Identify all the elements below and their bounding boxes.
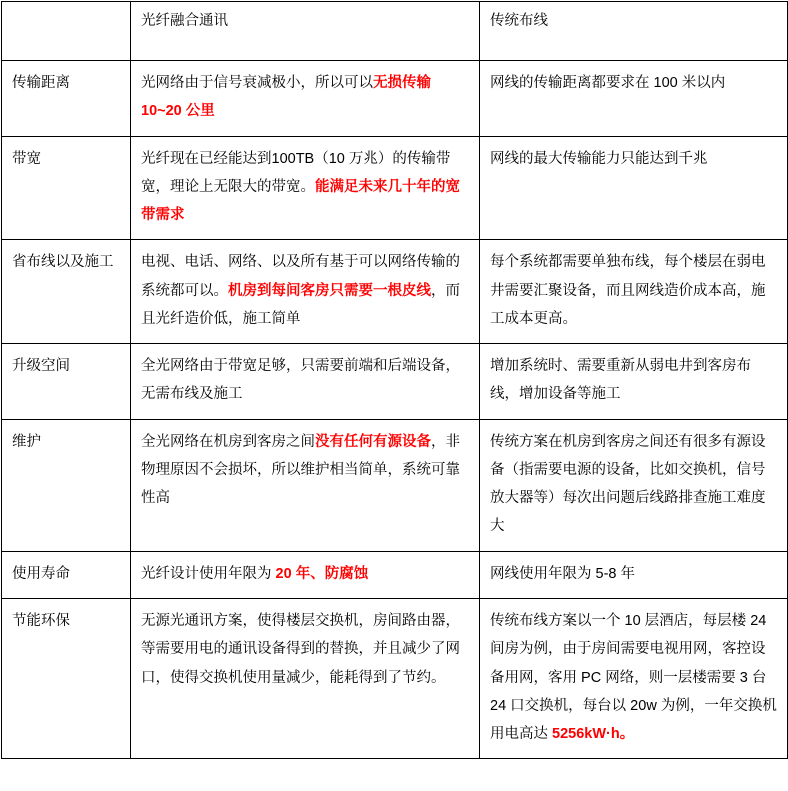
row-label: 省布线以及施工	[2, 240, 131, 344]
body-text: 传统方案在机房到客房之间还有很多有源设备（指需要电源的设备，比如交换机，信号放大器等）每次出问题后线路排查施工难度大	[490, 433, 766, 535]
row-cell-legacy	[480, 61, 788, 137]
highlighted-text: 20 年、防腐蚀	[275, 565, 369, 582]
row-cell-legacy	[480, 240, 788, 344]
body-text: 传统布线方案以一个 10 层酒店，每层楼 24 间房为例，由于房间需要电视用网，客控设备用网，客用 PC 网络，则一层楼需要 3 台 24 口交换机，每台以 20w 为例，一年交换机用电高达	[490, 612, 777, 743]
row-cell-legacy	[480, 598, 788, 758]
row-label: 节能环保	[2, 598, 131, 758]
header-cell-legacy: 传统布线	[480, 2, 788, 61]
row-cell-fiber	[131, 598, 480, 758]
body-text: 每个系统都需要单独布线，每个楼层在弱电井需要汇聚设备，而且网线造价成本高，施工成本更高。	[490, 254, 766, 327]
table-row	[2, 344, 788, 420]
row-cell-fiber	[131, 551, 480, 598]
body-text: 增加系统时、需要重新从弱电井到客房布线，增加设备等施工	[490, 358, 751, 403]
row-label: 使用寿命	[2, 551, 131, 598]
body-text: 全光网络在机房到客房之间	[141, 433, 315, 450]
body-text: ，而且光纤造价低，施工简单	[141, 282, 460, 327]
body-text: 网线的传输距离都要求在 100 米以内	[490, 75, 726, 91]
table-row	[2, 598, 788, 758]
highlighted-text: 能满足未来几十年的宽带需求	[141, 178, 460, 224]
row-cell-fiber	[131, 419, 480, 551]
highlighted-text: 5256kW·h。	[552, 726, 635, 743]
highlighted-text: 没有任何有源设备	[315, 433, 431, 450]
body-text: 光网络由于信号衰减极小，所以可以	[141, 75, 373, 91]
body-text: 光纤设计使用年限为	[141, 565, 276, 582]
table-row	[2, 240, 788, 344]
comparison-table	[1, 1, 788, 759]
body-text: 网线的最大传输能力只能达到千兆	[490, 150, 708, 167]
body-text: 光纤现在已经能达到100TB（10 万兆）的传输带宽，理论上无限大的带宽。	[141, 150, 451, 195]
row-label: 带宽	[2, 136, 131, 240]
row-cell-legacy	[480, 344, 788, 420]
row-cell-legacy	[480, 419, 788, 551]
row-label: 升级空间	[2, 344, 131, 420]
table-row	[2, 419, 788, 551]
body-text: 电视、电话、网络、以及所有基于可以网络传输的系统都可以。	[141, 254, 460, 299]
row-cell-legacy	[480, 136, 788, 240]
body-text: 全光网络由于带宽足够，只需要前端和后端设备，无需布线及施工	[141, 358, 460, 403]
table-row	[2, 551, 788, 598]
row-cell-fiber	[131, 61, 480, 137]
table-row	[2, 61, 788, 137]
header-cell-fiber: 光纤融合通讯	[131, 2, 480, 61]
row-label: 传输距离	[2, 61, 131, 137]
row-cell-legacy	[480, 551, 788, 598]
body-text: 网线使用年限为 5-8 年	[490, 565, 636, 582]
table-row	[2, 136, 788, 240]
row-cell-fiber	[131, 344, 480, 420]
highlighted-text: 机房到每间客房只需要一根皮线	[228, 282, 431, 299]
header-corner-cell	[2, 2, 131, 61]
body-text: ，非物理原因不会损坏，所以维护相当简单，系统可靠性高	[141, 433, 460, 507]
row-label: 维护	[2, 419, 131, 551]
row-cell-fiber	[131, 136, 480, 240]
highlighted-text: 无损传输 10~20 公里	[141, 75, 431, 120]
body-text: 无源光通讯方案，使得楼层交换机，房间路由器，等需要用电的通讯设备得到的替换，并且减少了网口，使得交换机使用量减少，能耗得到了节约。	[141, 612, 460, 686]
row-cell-fiber	[131, 240, 480, 344]
table-header-row	[2, 2, 788, 61]
